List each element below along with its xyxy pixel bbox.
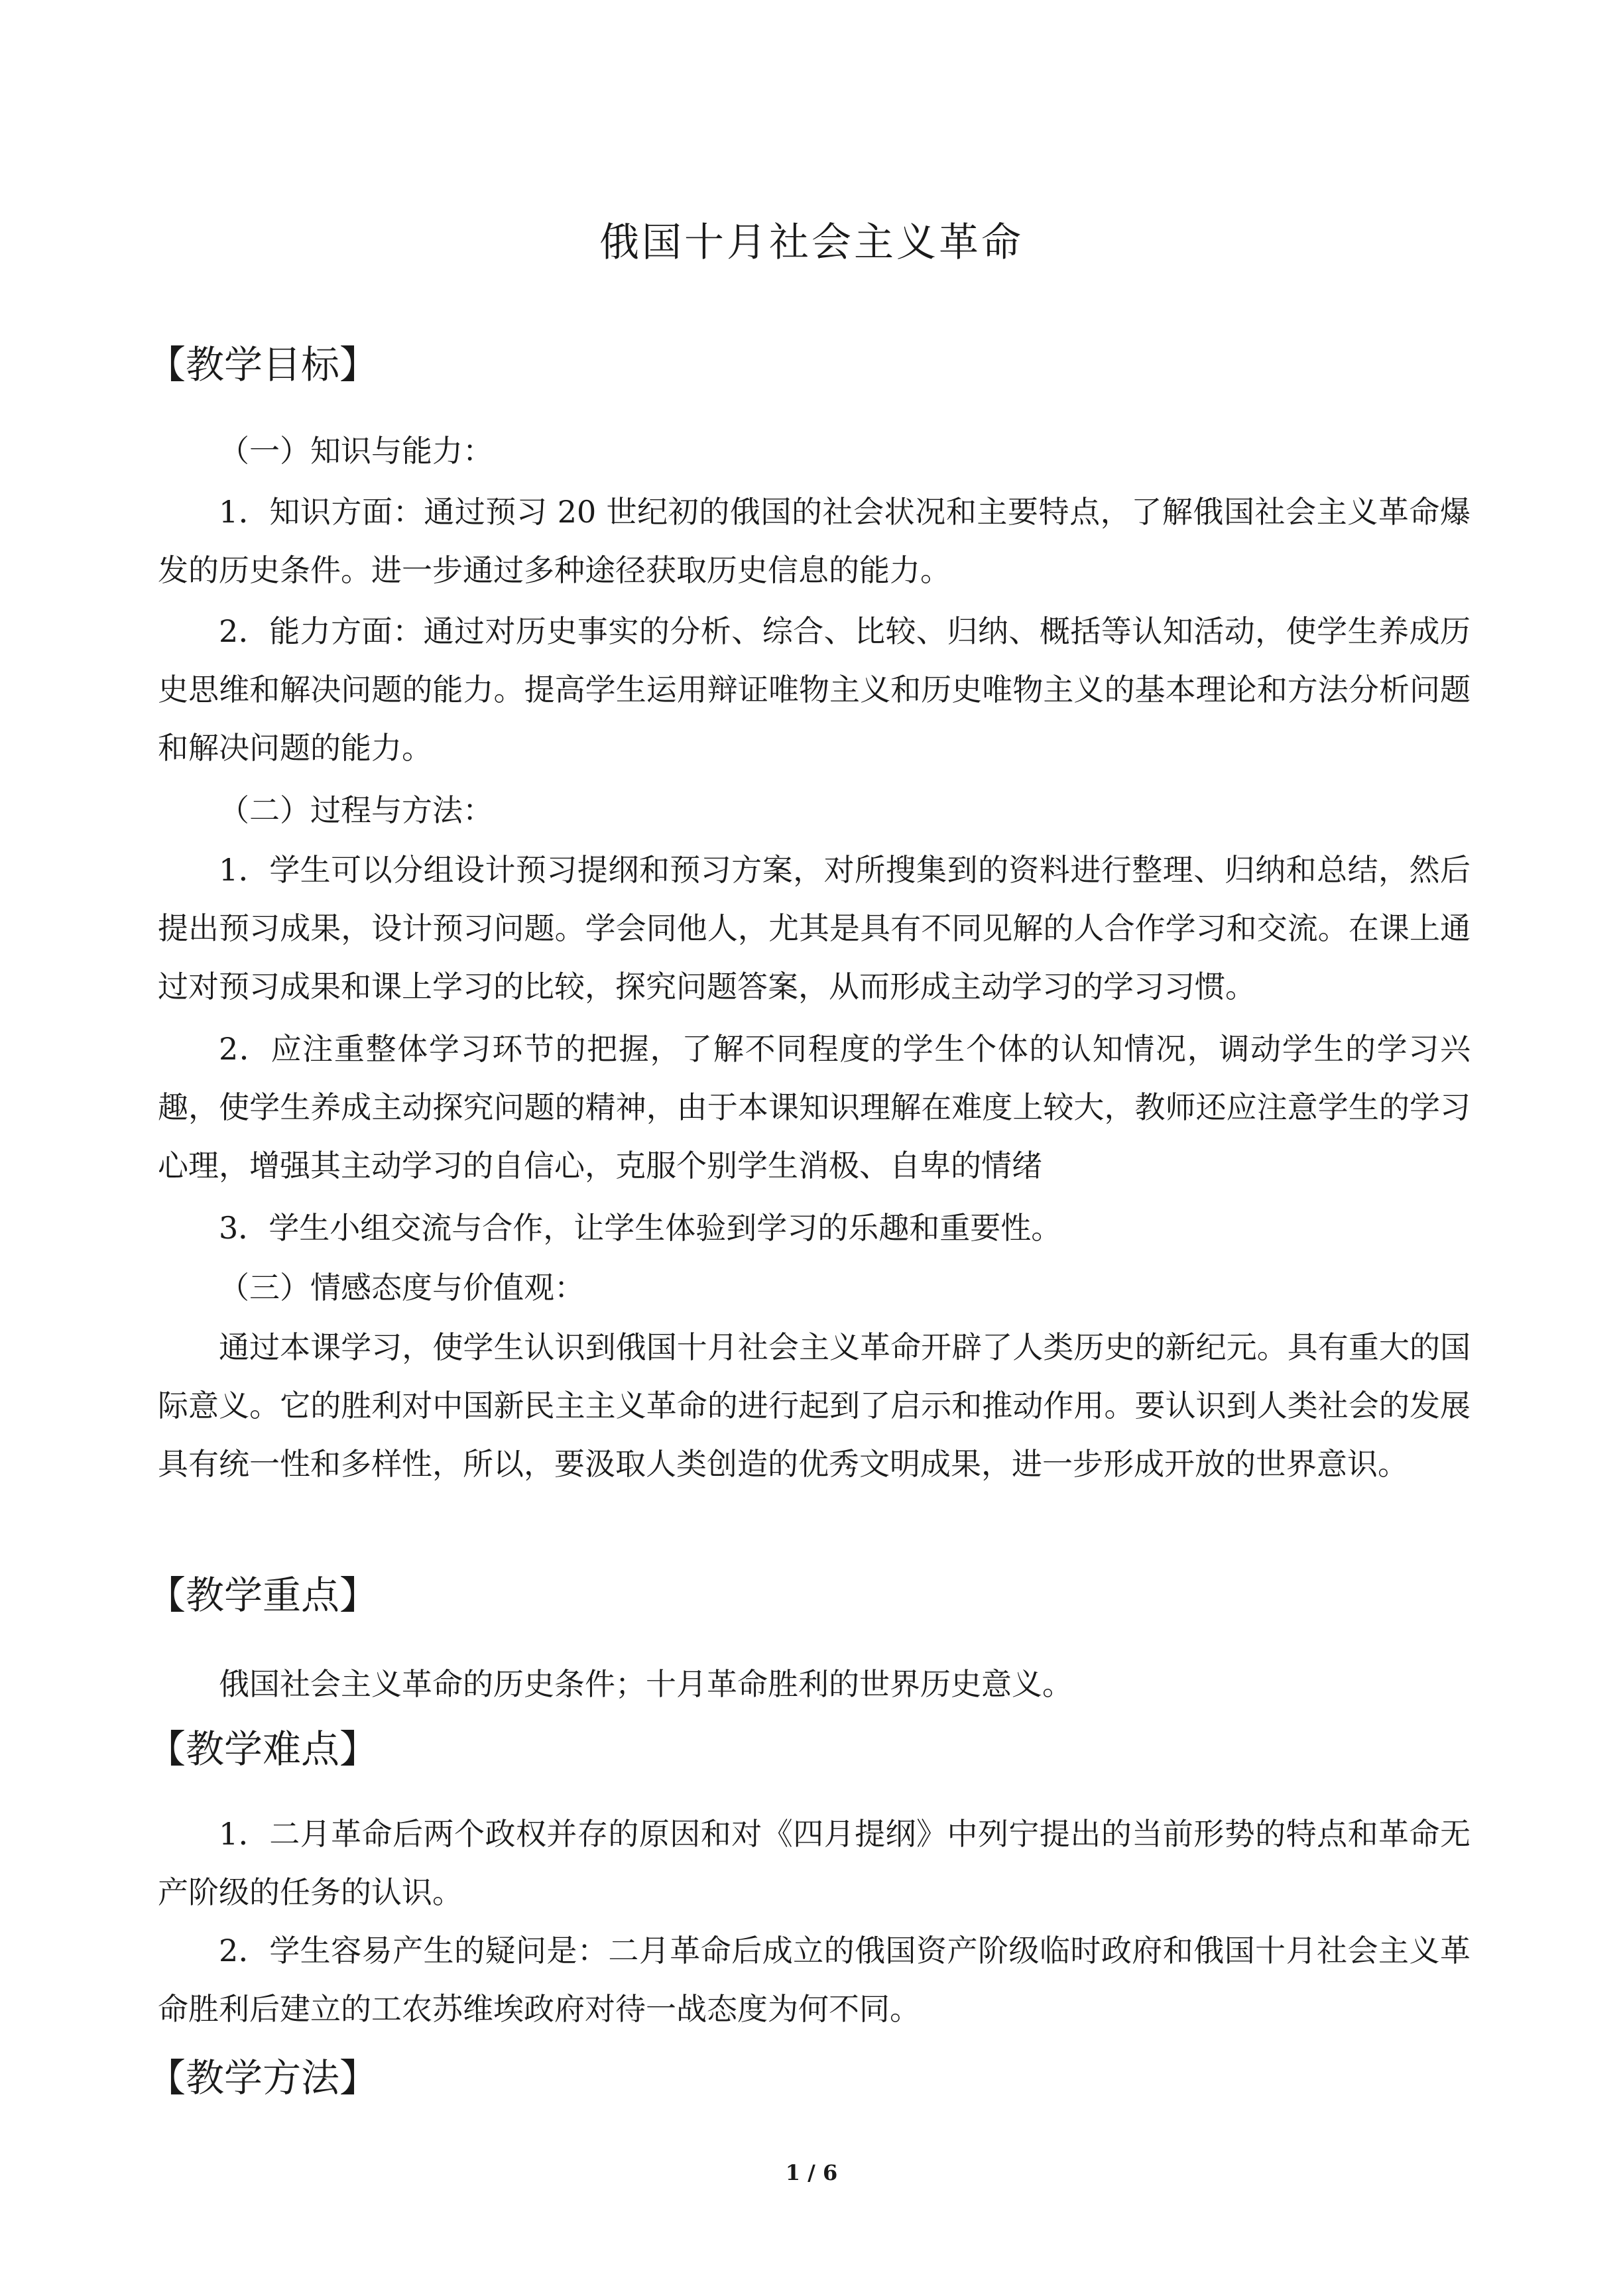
page-number: 1 / 6 (785, 2160, 838, 2185)
paragraph-process-item3: 3．学生小组交流与合作，让学生体验到学习的乐趣和重要性。 (219, 1210, 1062, 1246)
paragraph-key-points: 俄国社会主义革命的历史条件；十月革命胜利的世界历史意义。 (219, 1666, 1073, 1702)
subheading-knowledge: （一）知识与能力： (219, 433, 493, 469)
paragraph-process-item1: 1．学生可以分组设计预习提纲和预习方案，对所搜集到的资料进行整理、归纳和总结，然后提出预习成果，设计预习问题。学会同他人，尤其是具有不同见解的人合作学习和交流。在课上通过对预习成果和课上学习的比较，探究问题答案，从而形成主动学习的学习习惯。 (158, 852, 1471, 1004)
page-title: 俄国十月社会主义革命 (599, 219, 1024, 266)
paragraph-difficulties-item2: 2．学生容易产生的疑问是：二月革命后成立的俄国资产阶级临时政府和俄国十月社会主义革命胜利后建立的工农苏维埃政府对待一战态度为何不同。 (158, 1933, 1471, 2027)
paragraph-difficulties-item1: 1．二月革命后两个政权并存的原因和对《四月提纲》中列宁提出的当前形势的特点和革命无产阶级的任务的认识。 (158, 1816, 1471, 1910)
section-heading-difficulties: 【教学难点】 (147, 1726, 379, 1772)
section-heading-objectives: 【教学目标】 (147, 342, 379, 387)
subheading-emotion: （三）情感态度与价值观： (219, 1270, 585, 1305)
subheading-process: （二）过程与方法： (219, 792, 493, 828)
paragraph-process-item2: 2．应注重整体学习环节的把握，了解不同程度的学生个体的认知情况，调动学生的学习兴趣，使学生养成主动探究问题的精神，由于本课知识理解在难度上较大，教师还应注意学生的学习心理，增强其主动学习的自信心，克服个别学生消极、自卑的情绪 (158, 1031, 1471, 1183)
section-heading-key-points: 【教学重点】 (147, 1573, 379, 1618)
paragraph-knowledge-item1: 1．知识方面：通过预习 20 世纪初的俄国的社会状况和主要特点，了解俄国社会主义革命爆发的历史条件。进一步通过多种途径获取历史信息的能力。 (158, 494, 1471, 588)
section-heading-methods: 【教学方法】 (147, 2055, 379, 2100)
paragraph-emotion: 通过本课学习，使学生认识到俄国十月社会主义革命开辟了人类历史的新纪元。具有重大的国际意义。它的胜利对中国新民主主义革命的进行起到了启示和推动作用。要认识到人类社会的发展具有统一性和多样性，所以，要汲取人类创造的优秀文明成果，进一步形成开放的世界意识。 (158, 1329, 1471, 1482)
paragraph-knowledge-item2: 2．能力方面：通过对历史事实的分析、综合、比较、归纳、概括等认知活动，使学生养成历史思维和解决问题的能力。提高学生运用辩证唯物主义和历史唯物主义的基本理论和方法分析问题和解决问题的能力。 (158, 613, 1471, 766)
